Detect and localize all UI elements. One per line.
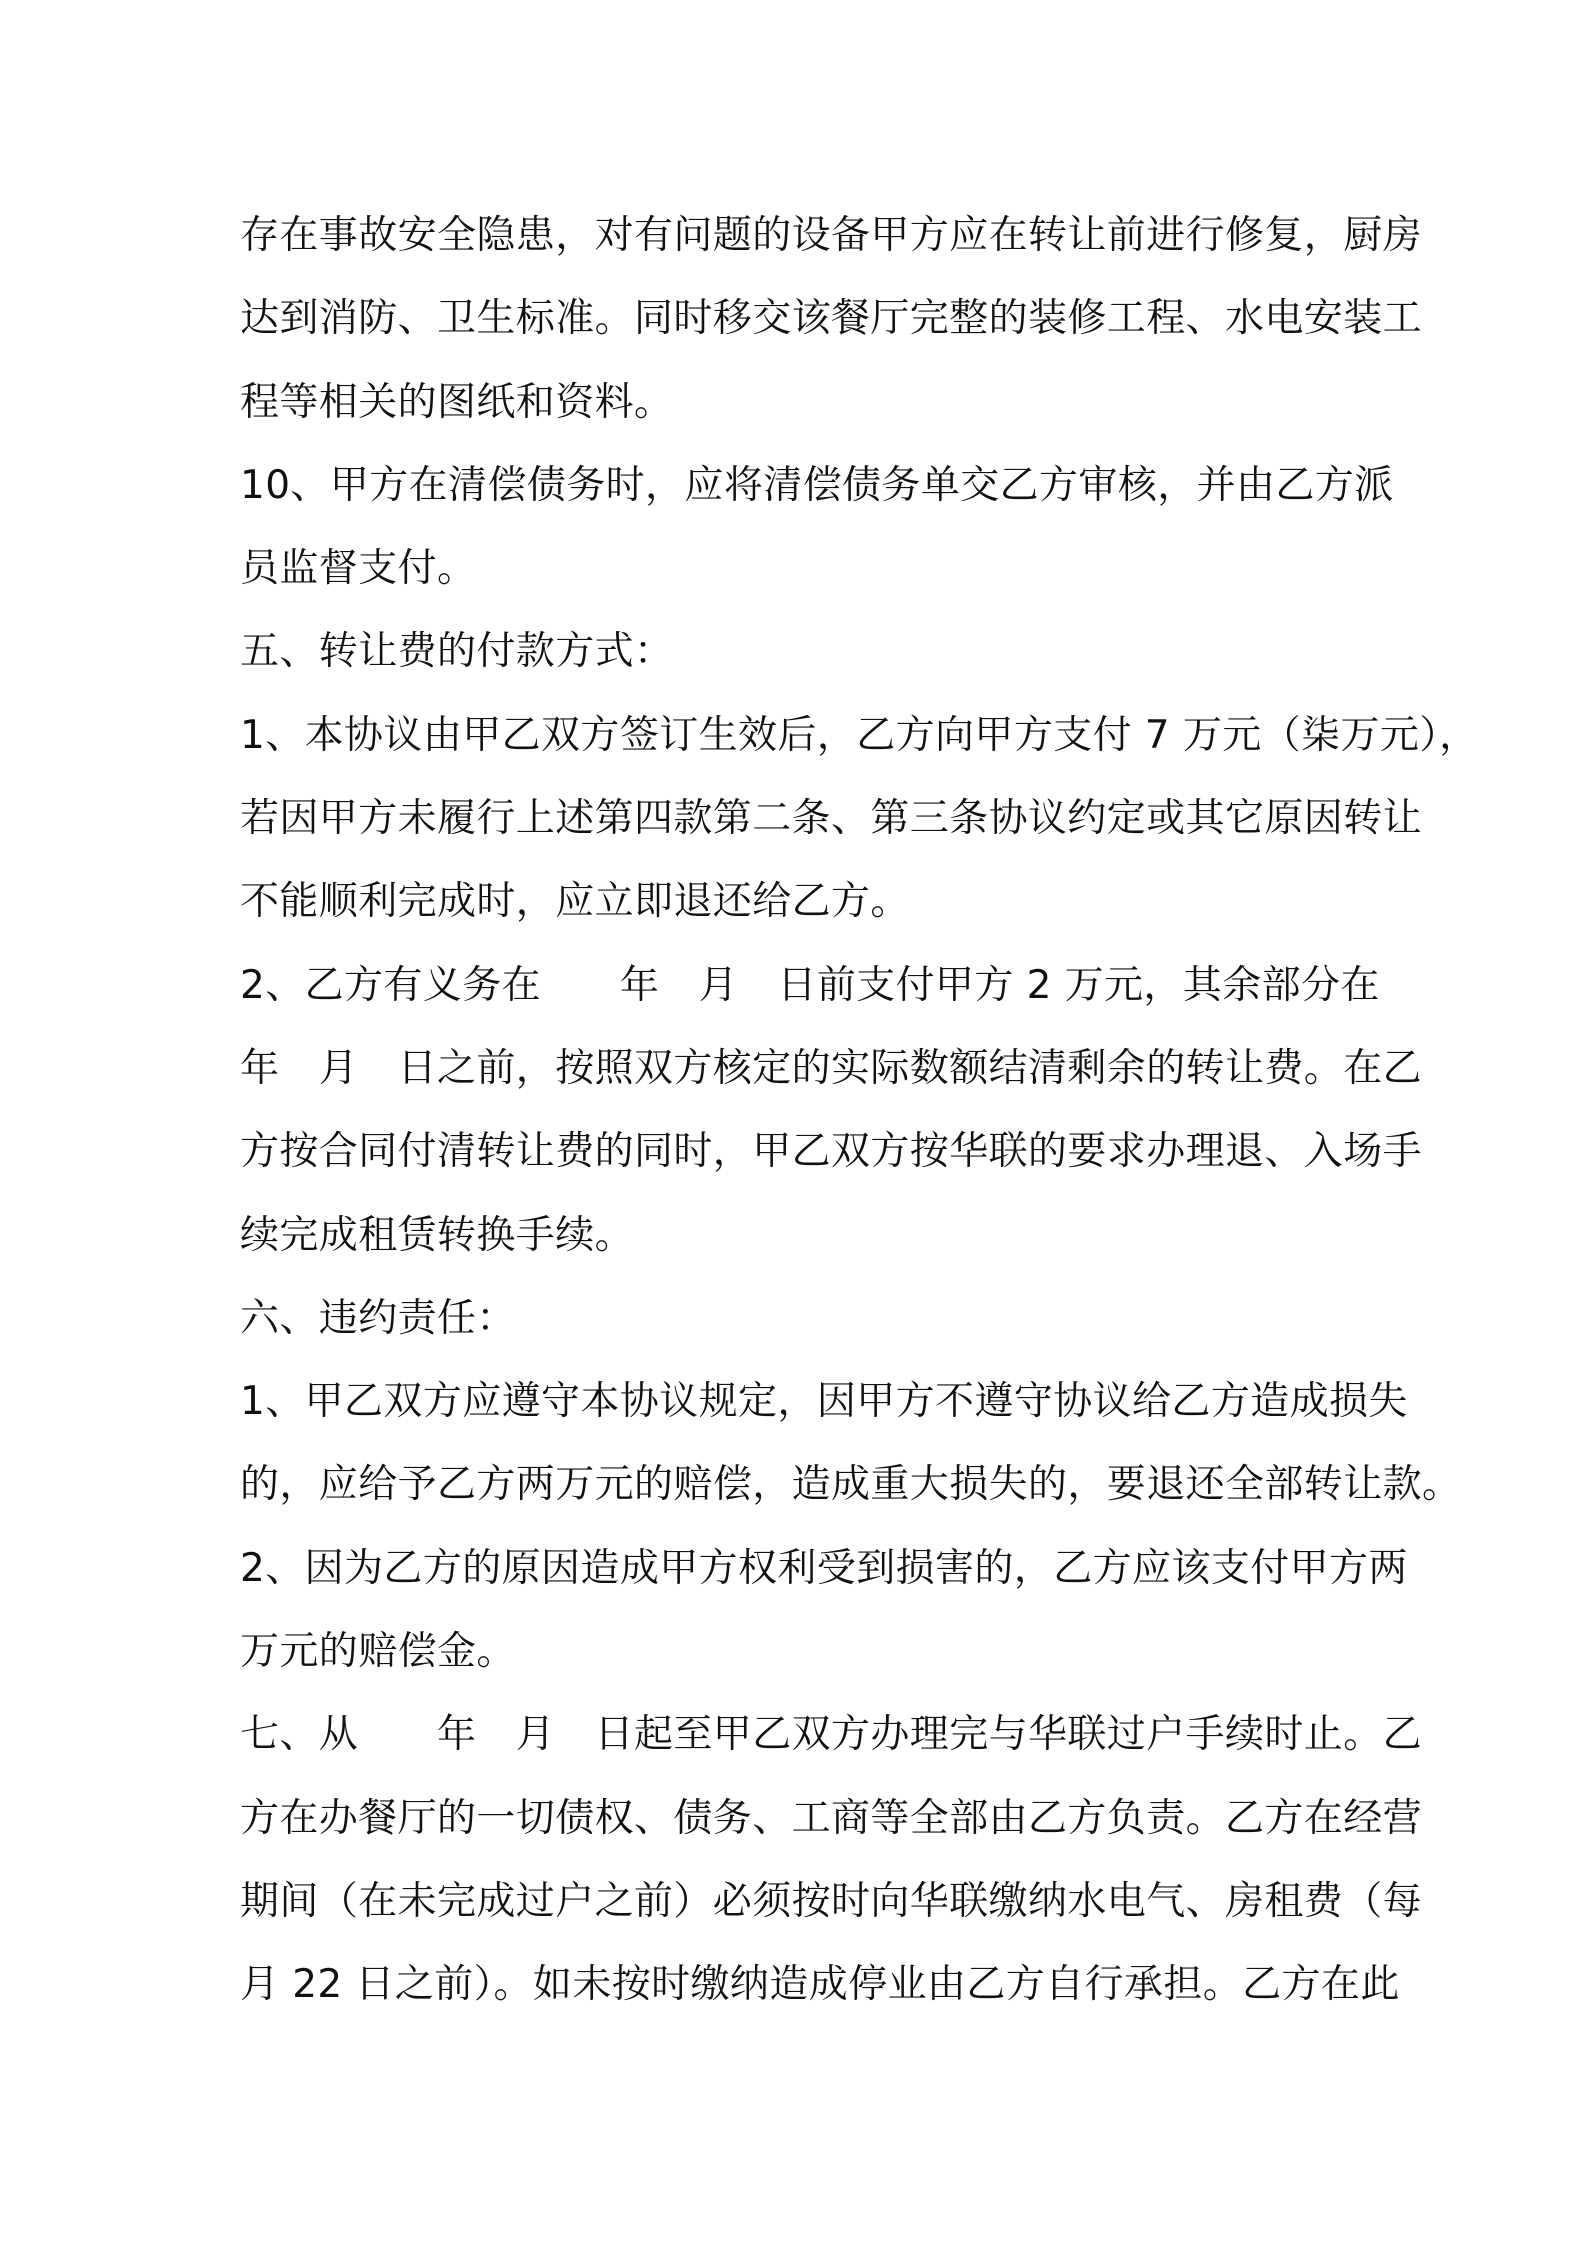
- section-heading: 六、违约责任：: [240, 1295, 516, 1341]
- text-line: 1、本协议由甲乙双方签订生效后，乙方向甲方支付 7 万元（柒万元），: [240, 712, 1479, 758]
- text-line: 方在办餐厅的一切债权、债务、工商等全部由乙方负责。乙方在经营: [240, 1795, 1423, 1841]
- text-line: 方按合同付清转让费的同时，甲乙双方按华联的要求办理退、入场手: [240, 1129, 1423, 1175]
- text-line: 2、因为乙方的原因造成甲方权利受到损害的，乙方应该支付甲方两: [240, 1545, 1408, 1591]
- text-line: 10、甲方在清偿债务时，应将清偿债务单交乙方审核，并由乙方派: [240, 462, 1394, 508]
- section-heading: 七、从 年 月 日起至甲乙双方办理完与华联过户手续时止。乙: [240, 1712, 1423, 1758]
- text-line: 的，应给予乙方两万元的赔偿，造成重大损失的，要退还全部转让款。: [240, 1462, 1462, 1508]
- text-line: 达到消防、卫生标准。同时移交该餐厅完整的装修工程、水电安装工: [240, 296, 1423, 342]
- text-line: 万元的赔偿金。: [240, 1629, 516, 1675]
- text-line: 员监督支付。: [240, 546, 477, 592]
- text-line: 月 22 日之前）。如未按时缴纳造成停业由乙方自行承担。乙方在此: [240, 1962, 1400, 2008]
- text-line: 续完成租赁转换手续。: [240, 1212, 635, 1258]
- text-line: 程等相关的图纸和资料。: [240, 379, 674, 425]
- text-line: 若因甲方未履行上述第四款第二条、第三条协议约定或其它原因转让: [240, 796, 1423, 842]
- text-line: 2、乙方有义务在 年 月 日前支付甲方 2 万元，其余部分在: [240, 962, 1380, 1008]
- section-heading: 五、转让费的付款方式：: [240, 629, 674, 675]
- text-line: 1、甲乙双方应遵守本协议规定，因甲方不遵守协议给乙方造成损失: [240, 1379, 1408, 1425]
- text-line: 期间（在未完成过户之前）必须按时向华联缴纳水电气、房租费（每: [240, 1878, 1423, 1924]
- text-line: 不能顺利完成时，应立即退还给乙方。: [240, 879, 910, 925]
- document-body: [240, 194, 1479, 2027]
- text-line: 年 月 日之前，按照双方核定的实际数额结清剩余的转让费。在乙: [240, 1045, 1423, 1091]
- text-line: 存在事故安全隐患，对有问题的设备甲方应在转让前进行修复，厨房: [240, 213, 1423, 258]
